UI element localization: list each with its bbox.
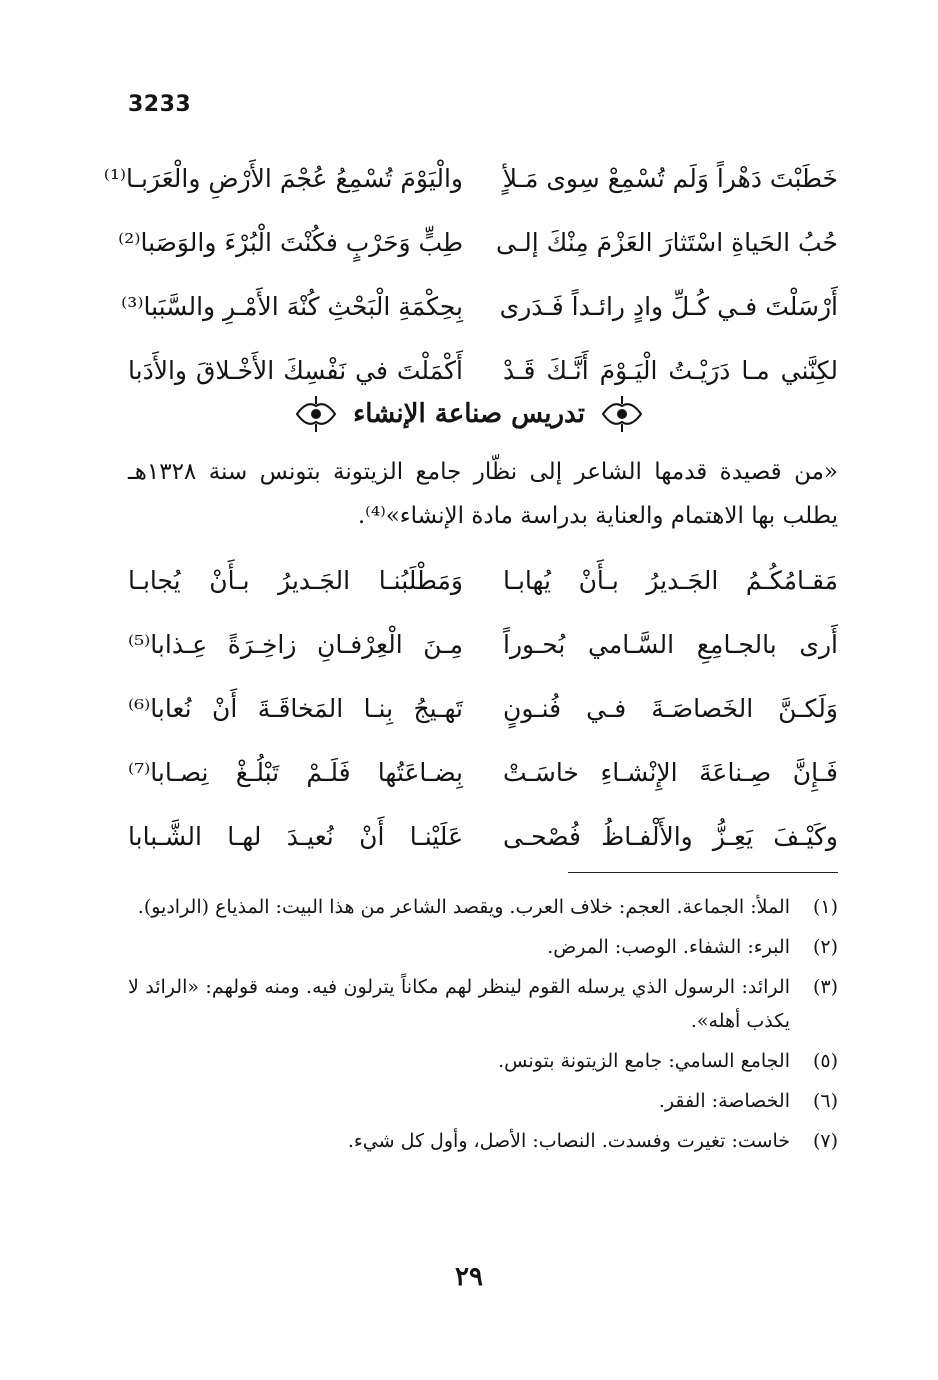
hemistich-left: والْيَوْمَ تُسْمِعُ عُجْمَ الأَرْضِ والْعَرَبـا⁽¹⁾ <box>103 163 463 193</box>
page-number-top: 3233 <box>128 92 192 117</box>
hemistich-left: تَهـيجُ بِنـا المَخاقَـةَ أَنْ نُعابا⁽⁶⁾ <box>128 693 463 723</box>
footnote-text: الرائد: الرسول الذي يرسله القوم لينظر لهم مكاناً يترلون فيه. ومنه قولهم: «الرائد لا يكذب أهله». <box>128 976 790 1032</box>
footnote-number: (٣) <box>812 976 838 998</box>
footnote-text: الخصاصة: الفقر. <box>658 1090 790 1112</box>
ornament-icon <box>599 392 645 436</box>
hemistich-left: بِضـاعَتُها فَلَـمْ تَبْلُـغْ نِصـابا⁽⁷⁾ <box>128 757 463 787</box>
hemistich-left: مِـنَ الْعِرْفـانِ زاخِـرَةً عِـذابا⁽⁵⁾ <box>128 629 463 659</box>
poem-section-2 <box>128 548 838 868</box>
footnote-text: خاست: تغيرت وفسدت. النصاب: الأصل، وأول كل شيء. <box>347 1130 790 1152</box>
footnote-number: (٧) <box>812 1130 838 1152</box>
footnote <box>128 1124 838 1158</box>
footnote <box>128 1044 838 1078</box>
footnote <box>128 970 838 1038</box>
verse <box>128 804 838 868</box>
verse <box>103 146 838 210</box>
hemistich-left: بِحِكْمَةِ الْبَحْثِ كُنْهَ الأَمْـرِ والسَّبَبا⁽³⁾ <box>121 291 463 321</box>
verse <box>118 210 838 274</box>
hemistich-right: خَطَبْتَ دَهْراً وَلَم تُسْمِعْ سِوى مَـلأٍ <box>502 163 838 193</box>
intro-paragraph: «من قصيدة قدمها الشاعر إلى نظّار جامع الزيتونة بتونس سنة ١٣٢٨هـ يطلب بها الاهتمام والعناية بدراسة مادة الإنشاء»⁽⁴⁾. <box>128 459 838 529</box>
footnote <box>128 930 838 964</box>
heading-title: تدريس صناعة الإنشاء <box>353 399 585 429</box>
hemistich-right: وكَيْـفَ يَعِـزُّ والأَلْفـاظُ فُصْحـى <box>503 821 838 851</box>
footnote-text: الجامع السامي: جامع الزيتونة بتونس. <box>498 1050 790 1072</box>
hemistich-right: أَرْسَلْتَ فـي كُـلِّ وادٍ رائـداً فَـدَرى <box>499 291 838 321</box>
hemistich-right: أَرى بالجـامِعِ السَّـامي بُحـوراً <box>503 629 838 659</box>
footnote-separator <box>568 872 838 873</box>
verse <box>121 274 838 338</box>
footnotes <box>128 890 838 1164</box>
verse <box>128 612 838 676</box>
section-heading <box>0 392 938 436</box>
hemistich-left: عَلَيْنـا أَنْ نُعيـدَ لهـا الشَّـبابا <box>128 821 463 851</box>
footnote-number: (١) <box>812 896 838 918</box>
footnote <box>128 1084 838 1118</box>
footnote <box>128 890 838 924</box>
hemistich-right: لكِنَّني مـا دَرَيْـتُ الْيَـوْمَ أَنَّـكَ قَـدْ <box>503 355 838 385</box>
verse <box>128 740 838 804</box>
hemistich-right: حُبُ الحَياةِ اسْتَثارَ العَزْمَ مِنْكَ إلـى <box>496 227 838 257</box>
poem-section-1 <box>103 146 838 402</box>
footnote-text: البرء: الشفاء. الوصب: المرض. <box>547 936 790 958</box>
footnote-number: (٥) <box>812 1050 838 1072</box>
hemistich-left: وَمَطْلَبُنـا الجَـديرُ بـأَنْ يُجابـا <box>128 565 463 595</box>
hemistich-right: وَلَكـنَّ الخَصاصَـةَ فـي فُنـونٍ <box>503 693 838 723</box>
page-number-bottom: ٢٩ <box>455 1262 483 1292</box>
verse <box>128 676 838 740</box>
hemistich-left: أَكْمَلْتَ في نَفْسِكَ الأَخْـلاقَ والأَدَبا <box>128 355 463 385</box>
footnote-text: الملأ: الجماعة. العجم: خلاف العرب. ويقصد الشاعر من هذا البيت: المذياع (الراديو). <box>137 896 790 918</box>
hemistich-right: فَـإِنَّ صِـناعَةَ الإِنْشـاءِ خاسَـتْ <box>503 757 838 787</box>
footnote-number: (٢) <box>812 936 838 958</box>
ornament-icon <box>293 392 339 436</box>
footnote-number: (٦) <box>812 1090 838 1112</box>
hemistich-right: مَقـامُكُـمُ الجَـديرُ بـأَنْ يُهابـا <box>503 565 838 595</box>
verse <box>128 548 838 612</box>
hemistich-left: طِبٍّ وَحَرْبٍ فكُنْتَ الْبُرْءَ والوَصَبا⁽²⁾ <box>118 227 463 257</box>
